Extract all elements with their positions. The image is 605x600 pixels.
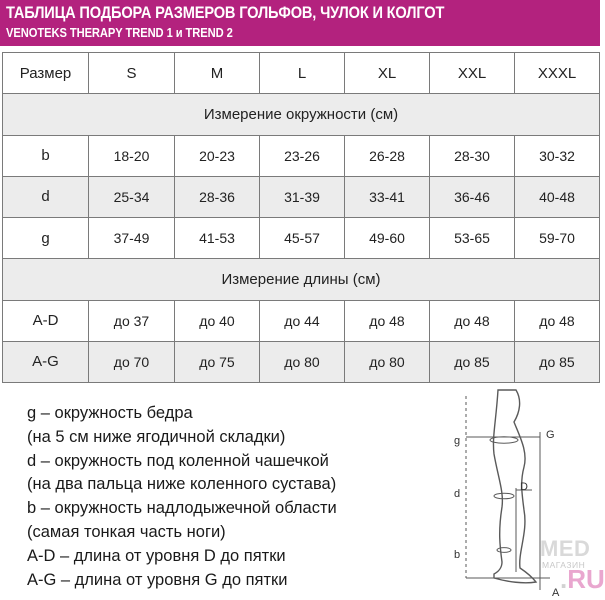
table-cell: 25-34 xyxy=(89,176,175,217)
table-cell: до 75 xyxy=(175,341,260,382)
table-cell: до 44 xyxy=(260,300,345,341)
page-title: ТАБЛИЦА ПОДБОРА РАЗМЕРОВ ГОЛЬФОВ, ЧУЛОК И КОЛГОТ xyxy=(6,3,445,22)
table-cell: до 85 xyxy=(515,341,600,382)
leg-outline xyxy=(493,390,536,583)
table-cell: до 40 xyxy=(175,300,260,341)
table-cell: до 37 xyxy=(89,300,175,341)
label-D: D xyxy=(520,481,528,493)
table-cell: 59-70 xyxy=(515,218,600,259)
section-row-length xyxy=(3,259,600,300)
table-cell: до 70 xyxy=(89,341,175,382)
table-cell: до 48 xyxy=(515,300,600,341)
table-row-b xyxy=(3,135,600,176)
row-label-a-g: A-G xyxy=(3,341,89,382)
table-header-row xyxy=(3,53,600,94)
table-cell: 33-41 xyxy=(345,176,430,217)
watermark-ru-text: RU xyxy=(567,564,605,594)
header-cell-s: S xyxy=(89,53,175,94)
table-row-a-d xyxy=(3,300,600,341)
table-row-a-g xyxy=(3,341,600,382)
legend-line: A-G – длина от уровня G до пятки xyxy=(27,570,288,589)
row-label-g: g xyxy=(3,218,89,259)
label-g: g xyxy=(454,435,461,447)
header-cell-xl: XL xyxy=(345,53,430,94)
table-cell: 28-36 xyxy=(175,176,260,217)
measurement-legend xyxy=(27,402,437,592)
label-b: b xyxy=(454,549,461,561)
legend-line: g – окружность бедра xyxy=(27,404,193,422)
watermark-ru xyxy=(560,564,605,595)
table-cell: 30-32 xyxy=(515,135,600,176)
table-cell: 23-26 xyxy=(260,135,345,176)
watermark-dot: . xyxy=(560,564,568,594)
row-label-b: b xyxy=(3,135,89,176)
table-cell: 37-49 xyxy=(89,218,175,259)
table-cell: до 80 xyxy=(345,341,430,382)
legend-line: A-D – длина от уровня D до пятки xyxy=(27,546,286,565)
legend-line: (на 5 см ниже ягодичной складки) xyxy=(27,427,286,446)
label-A: A xyxy=(552,587,560,599)
table-cell: до 48 xyxy=(345,300,430,341)
legend-line: d – окружность под коленной чашечкой xyxy=(27,451,329,470)
header-banner xyxy=(0,0,600,46)
watermark-shop: МАГАЗИН xyxy=(542,560,586,570)
table-cell: 20-23 xyxy=(175,135,260,176)
header-cell-xxl: XXL xyxy=(430,53,515,94)
row-label-a-d: A-D xyxy=(3,300,89,341)
legend-line: (самая тонкая часть ноги) xyxy=(27,522,226,541)
header-cell-m: M xyxy=(175,53,260,94)
legend-line: b – окружность надлодыжечной области xyxy=(27,499,337,518)
table-cell: 18-20 xyxy=(89,135,175,176)
page-subtitle: VENOTEKS THERAPY TREND 1 и TREND 2 xyxy=(6,25,233,40)
table-cell: до 48 xyxy=(430,300,515,341)
table-cell: 28-30 xyxy=(430,135,515,176)
table-cell: 40-48 xyxy=(515,176,600,217)
size-table xyxy=(2,52,600,383)
table-cell: 26-28 xyxy=(345,135,430,176)
table-cell: 53-65 xyxy=(430,218,515,259)
table-row-d xyxy=(3,176,600,217)
header-cell-size: Размер xyxy=(3,53,89,94)
header-cell-l: L xyxy=(260,53,345,94)
watermark-med: MED xyxy=(540,536,591,561)
row-label-d: d xyxy=(3,176,89,217)
table-cell: 41-53 xyxy=(175,218,260,259)
table-cell: 36-46 xyxy=(430,176,515,217)
label-G: G xyxy=(546,429,555,441)
table-row-g xyxy=(3,218,600,259)
table-cell: 45-57 xyxy=(260,218,345,259)
table-cell: до 80 xyxy=(260,341,345,382)
section-row-circumference xyxy=(3,94,600,135)
legend-line: (на два пальца ниже коленного сустава) xyxy=(27,475,337,494)
table-cell: 31-39 xyxy=(260,176,345,217)
table-cell: 49-60 xyxy=(345,218,430,259)
header-cell-xxxl: XXXL xyxy=(515,53,600,94)
label-d: d xyxy=(454,488,461,500)
section-title-circumference: Измерение окружности (см) xyxy=(3,94,600,135)
table-cell: до 85 xyxy=(430,341,515,382)
section-title-length: Измерение длины (см) xyxy=(3,259,600,300)
